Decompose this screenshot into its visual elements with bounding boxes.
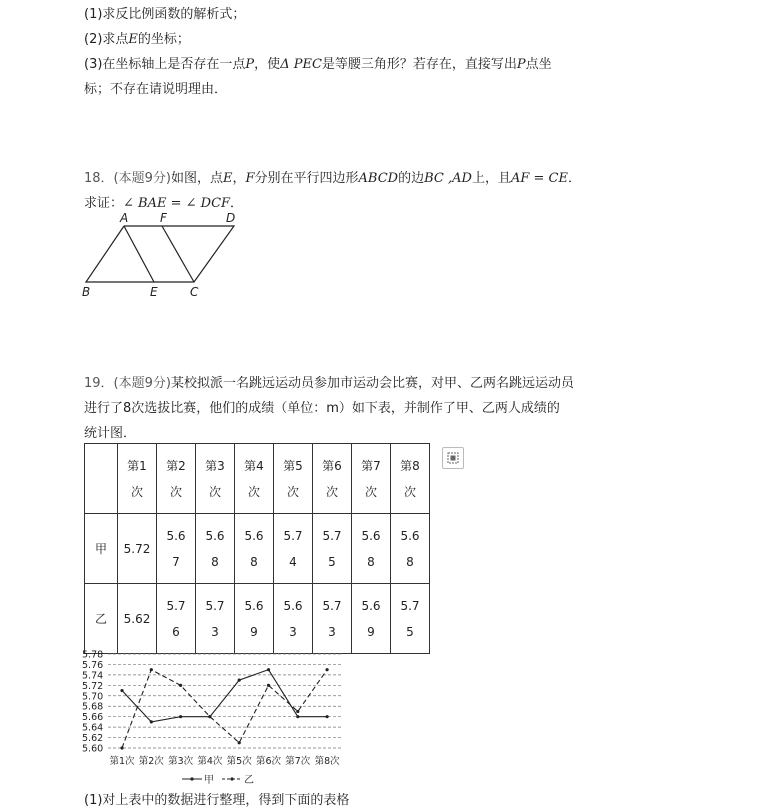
label-e: E — [150, 285, 158, 299]
table-cell: 5.72 — [118, 514, 157, 584]
header-cell: 第2 次 — [157, 444, 196, 514]
series-point-0 — [238, 679, 241, 682]
q17-part1: (1)求反比例函数的解析式； — [84, 7, 246, 22]
q17-part3: (3)在坐标轴上是否存在一点P，使Δ PEC是等腰三角形？若存在，直接写出P点坐 — [84, 57, 552, 72]
table-cell: 5.6 9 — [352, 584, 391, 654]
table-cell: 5.6 3 — [274, 584, 313, 654]
table-row-jia — [85, 514, 430, 584]
header-cell: 第1 次 — [118, 444, 157, 514]
q17-part2: (2)求点E的坐标； — [84, 32, 190, 47]
table-cell: 5.7 3 — [313, 584, 352, 654]
row-name-cell: 乙 — [85, 584, 118, 654]
table-cell: 5.6 8 — [391, 514, 430, 584]
x-tick-label: 第4次 — [197, 756, 223, 767]
q18-prove: 求证：∠ BAE = ∠ DCF． — [84, 196, 244, 211]
series-point-0 — [267, 668, 270, 671]
series-line-1 — [122, 670, 327, 748]
series-point-1 — [120, 746, 123, 749]
q19-sub1: (1)对上表中的数据进行整理，得到下面的表格 — [84, 793, 350, 808]
y-tick-label: 5.78 — [82, 649, 104, 661]
y-tick-label: 5.68 — [82, 701, 104, 713]
q19-stem-3: 统计图． — [84, 426, 137, 441]
table-header-row — [85, 444, 430, 514]
header-cell: 第3 次 — [196, 444, 235, 514]
table-cell: 5.7 6 — [157, 584, 196, 654]
q19-stem-2: 进行了8次选拔比赛，他们的成绩（单位：m）如下表，并制作了甲、乙两人成绩的 — [84, 401, 560, 416]
y-tick-label: 5.64 — [82, 722, 104, 734]
legend-marker-0 — [190, 777, 193, 780]
series-point-0 — [179, 715, 182, 718]
series-point-0 — [120, 689, 123, 692]
series-point-1 — [179, 684, 182, 687]
x-tick-label: 第6次 — [255, 756, 282, 767]
table-row-yi — [85, 584, 430, 654]
q18-stem: 18．(本题9分)如图，点E，F分别在平行四边形ABCD的边BC ,AD上，且AF = CE． — [84, 171, 581, 186]
label-d: D — [226, 211, 236, 225]
x-tick-label: 第1次 — [109, 756, 135, 767]
legend-label-1: 乙 — [244, 775, 254, 786]
table-cell: 5.7 5 — [313, 514, 352, 584]
series-point-1 — [326, 668, 329, 671]
parallelogram-outline — [86, 226, 234, 282]
series-point-1 — [208, 715, 211, 718]
legend-label-0: 甲 — [204, 775, 214, 786]
series-point-0 — [150, 720, 153, 723]
copy-glyph — [443, 448, 463, 468]
y-tick-label: 5.70 — [82, 691, 104, 703]
table-cell: 5.6 8 — [196, 514, 235, 584]
parallelogram-figure — [80, 210, 250, 302]
legend-marker-1 — [230, 777, 233, 780]
header-cell: 第4 次 — [235, 444, 274, 514]
label-b: B — [82, 285, 91, 299]
segment-fc — [162, 226, 194, 282]
y-tick-label: 5.76 — [82, 659, 104, 671]
scores-line-chart — [80, 648, 350, 788]
y-tick-label: 5.74 — [82, 670, 104, 682]
table-cell: 5.7 4 — [274, 514, 313, 584]
table-cell: 5.7 5 — [391, 584, 430, 654]
label-c: C — [190, 285, 199, 299]
series-point-0 — [326, 715, 329, 718]
q17-part3-cont: 标；不存在请说明理由． — [84, 82, 228, 97]
label-f: F — [160, 211, 167, 225]
y-tick-label: 5.60 — [82, 743, 104, 755]
y-tick-label: 5.72 — [82, 680, 104, 692]
x-tick-label: 第3次 — [168, 756, 194, 767]
table-corner-cell — [85, 444, 118, 514]
header-cell: 第5 次 — [274, 444, 313, 514]
table-cell: 5.6 9 — [235, 584, 274, 654]
table-cell: 5.6 8 — [235, 514, 274, 584]
series-point-1 — [238, 741, 241, 744]
series-point-1 — [296, 710, 299, 713]
x-tick-label: 第7次 — [285, 756, 311, 767]
row-name-cell: 甲 — [85, 514, 118, 584]
header-cell: 第8 次 — [391, 444, 430, 514]
series-point-1 — [150, 668, 153, 671]
x-tick-label: 第8次 — [314, 756, 340, 767]
label-a: A — [120, 211, 129, 225]
y-tick-label: 5.66 — [82, 712, 104, 724]
table-cell: 5.6 8 — [352, 514, 391, 584]
series-point-0 — [296, 715, 299, 718]
series-point-1 — [267, 684, 270, 687]
scores-table — [84, 443, 430, 654]
table-cell: 5.7 3 — [196, 584, 235, 654]
header-cell: 第6 次 — [313, 444, 352, 514]
header-cell: 第7 次 — [352, 444, 391, 514]
table-cell: 5.62 — [118, 584, 157, 654]
y-tick-label: 5.62 — [82, 733, 104, 745]
table-cell: 5.6 7 — [157, 514, 196, 584]
table-copy-icon[interactable] — [442, 447, 464, 469]
x-tick-label: 第2次 — [138, 756, 164, 767]
q19-stem-1: 19．(本题9分)某校拟派一名跳远运动员参加市运动会比赛，对甲、乙两名跳远运动员 — [84, 376, 574, 391]
x-tick-label: 第5次 — [226, 756, 252, 767]
segment-ae — [124, 226, 154, 282]
